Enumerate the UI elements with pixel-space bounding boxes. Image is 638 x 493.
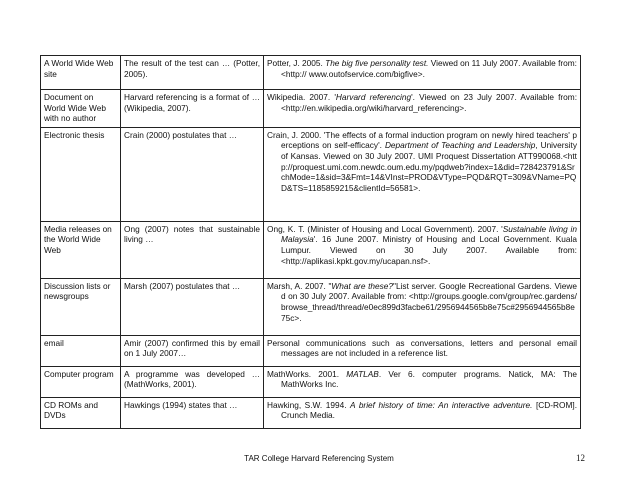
- in-text-citation-cell: Marsh (2007) postulates that …: [121, 278, 264, 335]
- in-text-citation-cell: Amir (2007) confirmed this by email on 1 July 2007…: [121, 335, 264, 366]
- source-type-cell: Media releases on the World Wide Web: [41, 221, 121, 278]
- reference-cell: Marsh, A. 2007. "What are these?"List server. Google Recreational Gardens. Viewed on 30 July 2007. Available from: <http://groups.google.com/group/rec.gardens/browse_thread/thread/e0ec899d3facbe61/2956944565b8e75c#2956944565b8e75c>.: [264, 278, 581, 335]
- reference-cell: Personal communications such as conversations, letters and personal email messages are not included in a reference list.: [264, 335, 581, 366]
- page-footer: TAR College Harvard Referencing System: [244, 454, 394, 463]
- reference-cell: Hawking, S.W. 1994. A brief history of time: An interactive adventure. [CD-ROM]. Crunch Media.: [264, 397, 581, 428]
- reference-cell: MathWorks. 2001. MATLAB. Ver 6. computer programs. Natick, MA: The MathWorks Inc.: [264, 366, 581, 397]
- page-number: 12: [576, 453, 585, 463]
- reference-cell: Potter, J. 2005. The big five personality test. Viewed on 11 July 2007. Available from: <http:// www.outofservice.com/bigfive>.: [264, 56, 581, 90]
- source-type-cell: Discussion lists or newsgroups: [41, 278, 121, 335]
- table-body: [41, 56, 581, 429]
- table-row: [41, 366, 581, 397]
- reference-cell: Wikipedia. 2007. 'Harvard referencing'. Viewed on 23 July 2007. Available from: <http://en.wikipedia.org/wiki/harvard_referencing>.: [264, 90, 581, 128]
- in-text-citation-cell: Hawkings (1994) states that …: [121, 397, 264, 428]
- in-text-citation-cell: A programme was developed … (MathWorks, 2001).: [121, 366, 264, 397]
- in-text-citation-cell: Harvard referencing is a format of … (Wikipedia, 2007).: [121, 90, 264, 128]
- in-text-citation-cell: The result of the test can … (Potter, 2005).: [121, 56, 264, 90]
- source-type-cell: CD ROMs and DVDs: [41, 397, 121, 428]
- reference-cell: Ong, K. T. (Minister of Housing and Local Government). 2007. 'Sustainable living in Malaysia'. 16 June 2007. Ministry of Housing and Local Government. Kuala Lumpur. Viewed on 30 July 2007. Available from: <http://aplikasi.kpkt.gov.my/ucapan.nsf>.: [264, 221, 581, 278]
- source-type-cell: Electronic thesis: [41, 127, 121, 221]
- source-type-cell: Document on World Wide Web with no author: [41, 90, 121, 128]
- table-row: [41, 221, 581, 278]
- source-type-cell: Computer program: [41, 366, 121, 397]
- in-text-citation-cell: Crain (2000) postulates that …: [121, 127, 264, 221]
- table-row: [41, 335, 581, 366]
- source-type-cell: A World Wide Web site: [41, 56, 121, 90]
- table-row: [41, 278, 581, 335]
- source-type-cell: email: [41, 335, 121, 366]
- reference-cell: Crain, J. 2000. 'The effects of a formal induction program on newly hired teachers' perceptions on self-efficacy'. Department of Teaching and Leadership, University of Kansas. Viewed on 30 July 2007. UMI Proquest Dissertation ATT990068.<http://proquest.umi.com.newdc.oum.edu.my/pqdweb?index=1&did=728423791&SrchMode=1&sid=3&Fmt=14&VInst=PROD&VType=PQD&RQT=309&VName=PQD&TS=1185859215&clientId=56581>.: [264, 127, 581, 221]
- table-row: [41, 127, 581, 221]
- in-text-citation-cell: Ong (2007) notes that sustainable living …: [121, 221, 264, 278]
- table-row: [41, 90, 581, 128]
- reference-examples-table: [40, 55, 581, 429]
- table-row: [41, 56, 581, 90]
- table-row: [41, 397, 581, 428]
